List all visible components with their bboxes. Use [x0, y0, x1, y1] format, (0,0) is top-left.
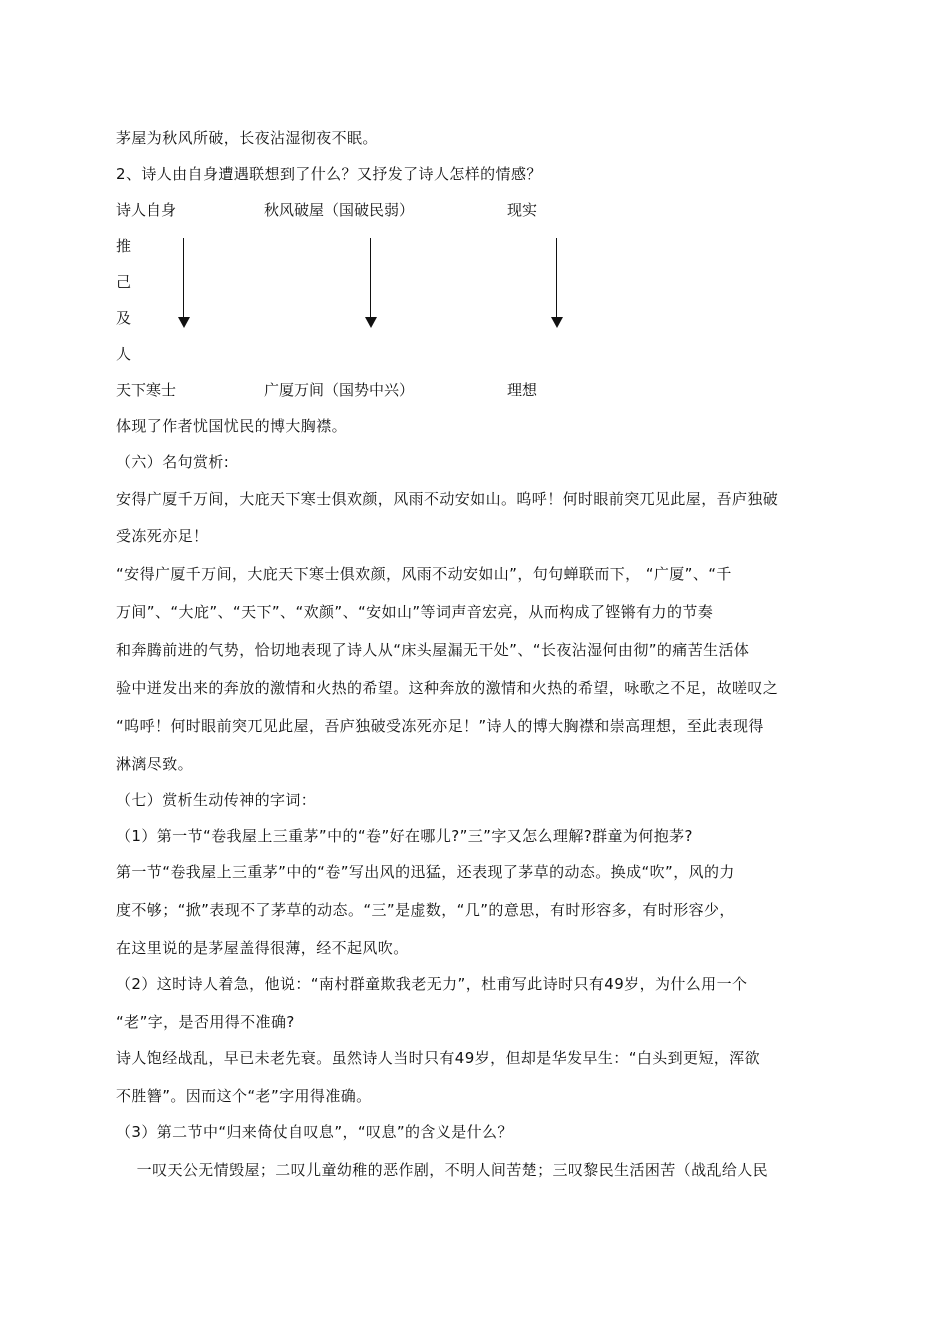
conclusion-text: 体现了作者忧国忧民的博大胸襟。 [116, 417, 348, 435]
section-heading: （六）名句赏析: [116, 453, 230, 471]
text-line: 在这里说的是茅屋盖得很薄，经不起风吹。 [116, 939, 409, 957]
text-line: 诗人饱经战乱，早已未老先衰。虽然诗人当时只有49岁，但却是华发早生：“白头到更短，浑欲 [116, 1049, 761, 1067]
diagram-top-mid: 秋风破屋（国破民弱） [264, 201, 415, 219]
text-line: “呜呼！何时眼前突兀见此屋，吾庐独破受冻死亦足！”诗人的博大胸襟和崇高理想，至此表现得 [116, 717, 764, 735]
text-line: “安得广厦千万间，大庇天下寒士俱欢颜，风雨不动安如山”，句句蝉联而下， “广厦”、“千 [116, 565, 732, 583]
text-line: 安得广厦千万间，大庇天下寒士俱欢颜，风雨不动安如山。呜呼！何时眼前突兀见此屋，吾庐独破 [116, 490, 779, 508]
text-line: 茅屋为秋风所破，长夜沾湿彻夜不眠。 [116, 129, 378, 147]
down-arrow-icon [364, 238, 378, 328]
question-line: （2）这时诗人着急，他说：“南村群童欺我老无力”，杜甫写此诗时只有49岁，为什么用一个 [116, 975, 748, 993]
diagram-bottom-mid: 广厦万间（国势中兴） [264, 381, 415, 399]
question-line: “老”字，是否用得不准确? [116, 1013, 295, 1031]
down-arrow-icon [177, 238, 191, 328]
diagram-top-left: 诗人自身 [116, 201, 177, 219]
diagram-bottom-right: 理想 [507, 381, 538, 399]
text-line: 不胜簪”。因而这个“老”字用得准确。 [116, 1087, 372, 1105]
text-line: 受冻死亦足！ [116, 527, 209, 545]
diagram-vertical-char: 己 [116, 273, 132, 291]
text-line: 第一节“卷我屋上三重茅”中的“卷”写出风的迅猛，还表现了茅草的动态。换成“吹”，风的力 [116, 863, 735, 881]
section-heading: （七）赏析生动传神的字词： [116, 791, 317, 809]
diagram-vertical-char: 推 [116, 237, 132, 255]
down-arrow-icon [550, 238, 564, 328]
text-line: 度不够；“掀”表现不了茅草的动态。“三”是虚数，“几”的意思，有时形容多，有时形容少， [116, 901, 735, 919]
diagram-top-right: 现实 [507, 201, 538, 219]
question-line: （1）第一节“卷我屋上三重茅”中的“卷”好在哪儿?”三”字又怎么理解?群童为何抱茅? [116, 827, 693, 845]
text-line: 和奔腾前进的气势，恰切地表现了诗人从“床头屋漏无干处”、“长夜沾湿何由彻”的痛苦生活体 [116, 641, 750, 659]
text-line: 淋漓尽致。 [116, 755, 194, 773]
question-line: （3）第二节中“归来倚仗自叹息”，“叹息”的含义是什么？ [116, 1123, 513, 1141]
diagram-vertical-char: 人 [116, 345, 132, 363]
diagram-bottom-left: 天下寒士 [116, 381, 177, 399]
diagram-vertical-char: 及 [116, 309, 132, 327]
text-line: 一叹天公无情毁屋；二叹儿童幼稚的恶作剧，不明人间苦楚；三叹黎民生活困苦（战乱给人民 [116, 1161, 769, 1179]
question-2: 2、诗人由自身遭遇联想到了什么？又抒发了诗人怎样的情感？ [116, 165, 542, 183]
text-line: 万间”、“大庇”、“天下”、“欢颜”、“安如山”等词声音宏亮，从而构成了铿锵有力的节奏 [116, 603, 714, 621]
text-line: 验中迸发出来的奔放的激情和火热的希望。这种奔放的激情和火热的希望，咏歌之不足，故嗟叹之 [116, 679, 779, 697]
